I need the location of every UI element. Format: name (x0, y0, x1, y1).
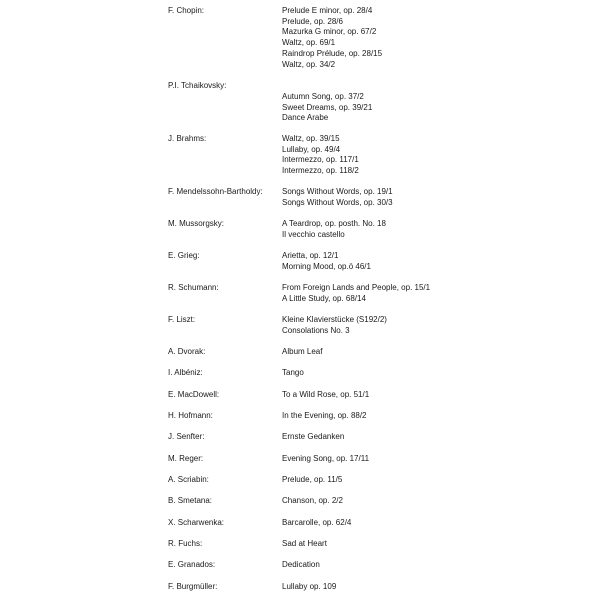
work-title: Dance Arabe (282, 113, 329, 123)
work-title: Mazurka G minor, op. 67/2 (282, 27, 377, 37)
work-title: Waltz, op. 34/2 (282, 59, 336, 69)
work-list (282, 187, 393, 208)
work-list (282, 251, 371, 272)
composer-name: F. Liszt: (168, 315, 196, 324)
composer-name: H. Hofmann: (168, 411, 213, 420)
work-list (282, 496, 343, 507)
work-title: Prelude E minor, op. 28/4 (282, 6, 373, 15)
work-list (282, 518, 351, 529)
work-list (282, 390, 369, 401)
work-list (282, 219, 386, 240)
work-title: Kleine Klavierstücke (S192/2) (282, 315, 387, 324)
work-title: Chanson, op. 2/2 (282, 496, 343, 505)
composer-name: M. Mussorgsky: (168, 219, 225, 228)
work-title: Autumn Song, op. 37/2 (282, 92, 364, 101)
composer-name: R. Fuchs: (168, 539, 203, 548)
work-list (282, 432, 344, 443)
work-title: Ernste Gedanken (282, 432, 345, 441)
work-title: Album Leaf (282, 347, 323, 356)
work-list (282, 454, 369, 465)
work-list (282, 283, 430, 304)
work-title: Prelude, op. 11/5 (282, 475, 343, 484)
composer-name: I. Albéniz: (168, 368, 203, 377)
work-title: Evening Song, op. 17/11 (282, 454, 370, 463)
work-title: Lullaby op. 109 (282, 582, 337, 591)
work-title: Waltz, op. 69/1 (282, 38, 336, 48)
work-title: Prelude, op. 28/6 (282, 16, 343, 26)
composer-name: R. Schumann: (168, 283, 219, 292)
work-title: Morning Mood, op.ö 46/1 (282, 261, 371, 271)
work-list (282, 411, 367, 422)
work-title: Raindrop Prélude, op. 28/15 (282, 48, 383, 58)
composer-name: J. Brahms: (168, 134, 207, 143)
work-title: Barcarolle, op. 62/4 (282, 518, 352, 527)
work-title: Consolations No. 3 (282, 325, 350, 335)
composer-name: P.I. Tchaikovsky: (168, 81, 227, 90)
composer-name: M. Reger: (168, 454, 204, 463)
work-list (282, 368, 304, 379)
composer-name: A. Scriabin: (168, 475, 209, 484)
work-title: Intermezzo, op. 117/1 (282, 155, 359, 165)
work-title: Songs Without Words, op. 19/1 (282, 187, 393, 196)
work-title: A Teardrop, op. posth. No. 18 (282, 219, 386, 228)
work-title: Songs Without Words, op. 30/3 (282, 197, 393, 207)
work-list (282, 92, 372, 124)
work-list (282, 315, 387, 336)
work-list (282, 6, 382, 70)
work-list (282, 582, 336, 593)
composer-name: E. Granados: (168, 560, 216, 569)
work-title: Waltz, op. 39/15 (282, 134, 340, 143)
composer-name: E. MacDowell: (168, 390, 220, 399)
composer-name: X. Scharwenka: (168, 518, 225, 527)
work-title: To a Wild Rose, op. 51/1 (282, 390, 370, 399)
work-title: Intermezzo, op. 118/2 (282, 166, 359, 176)
composer-name: F. Burgmüller: (168, 582, 218, 591)
composer-name: J. Senfter: (168, 432, 205, 441)
work-list (282, 560, 320, 571)
work-title: Sad at Heart (282, 539, 327, 548)
work-list (282, 347, 322, 358)
work-title: Tango (282, 368, 304, 377)
work-title: Lullaby, op. 49/4 (282, 144, 341, 154)
composer-name: F. Chopin: (168, 6, 205, 15)
work-list (282, 134, 359, 177)
work-title: Il vecchio castello (282, 229, 345, 239)
work-title: Dedication (282, 560, 320, 569)
work-title: Sweet Dreams, op. 39/21 (282, 102, 373, 112)
work-title: A Little Study, op. 68/14 (282, 293, 366, 303)
work-title: From Foreign Lands and People, op. 15/1 (282, 283, 431, 292)
composer-name: E. Grieg: (168, 251, 200, 260)
composer-name: A. Dvorak: (168, 347, 206, 356)
work-title: In the Evening, op. 88/2 (282, 411, 367, 420)
composer-name: F. Mendelssohn-Bartholdy: (168, 187, 263, 196)
work-list (282, 475, 342, 486)
composer-name: B. Smetana: (168, 496, 213, 505)
work-list (282, 539, 327, 550)
work-title: Arietta, op. 12/1 (282, 251, 339, 260)
